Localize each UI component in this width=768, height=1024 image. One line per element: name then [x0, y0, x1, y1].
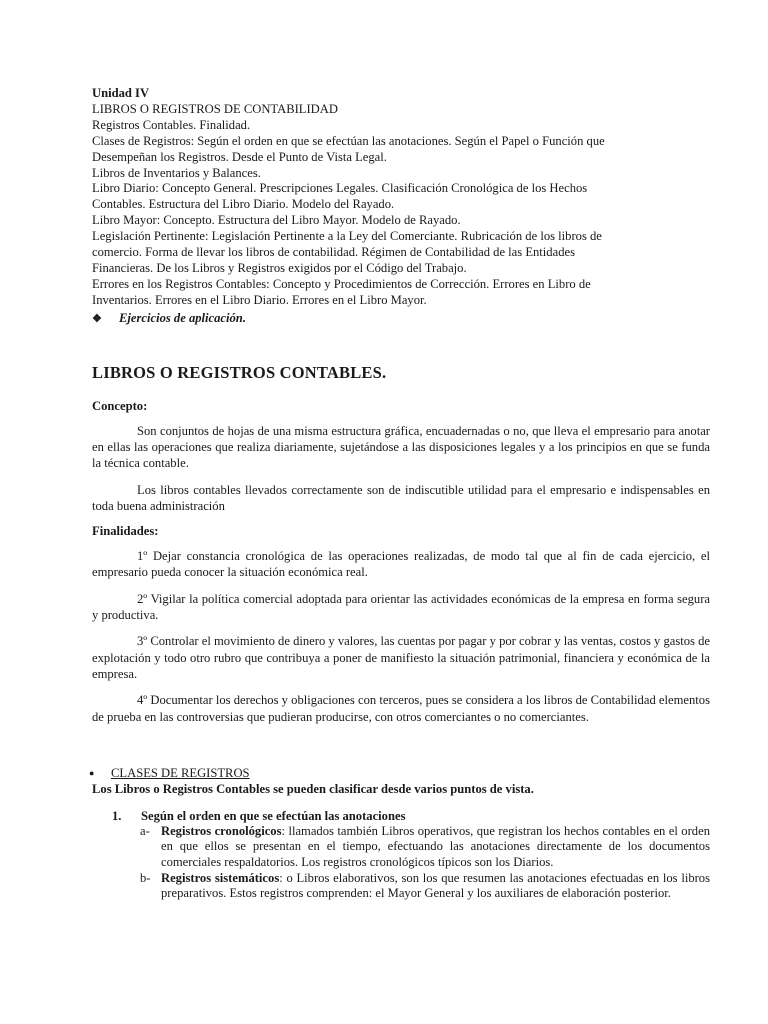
section-title: LIBROS O REGISTROS CONTABLES.	[92, 362, 387, 382]
document-page	[89, 86, 711, 902]
exercises-item	[92, 311, 710, 326]
unit-title: Unidad IV	[92, 86, 150, 100]
classes-title: CLASES DE REGISTROS	[111, 765, 250, 780]
outline-line: Inventarios. Errores en el Libro Diario. Errores en el Libro Mayor.	[92, 292, 427, 307]
finality-paragraph: 2º Vigilar la política comercial adoptada para orientar las actividades económicas de la empresa en forma segura y productiva.	[92, 591, 710, 623]
list-item-letter: b-	[140, 870, 151, 885]
finality-paragraph: 4º Documentar los derechos y obligaciones con terceros, pues se considera a los libros de Contabilidad elementos de prueba en las controversias que pudieran producirse, con otros comerciantes o no comerciantes.	[92, 693, 710, 724]
outline-line: Contables. Estructura del Libro Diario. Modelo del Rayado.	[92, 197, 395, 212]
concept-paragraph: Son conjuntos de hojas de una misma estructura gráfica, encuadernadas o no, que lleva el empresario para anotar en ellas las operaciones que realiza diariamente, sujetándose a las disposiciones legales y a los principios en que se funda la técnica contable.	[92, 423, 710, 471]
numbered-heading	[92, 808, 710, 824]
outline-line: Libro Diario: Concepto General. Prescripciones Legales. Clasificación Cronológica de los Hechos	[92, 181, 588, 196]
bullet-icon: ●	[89, 767, 95, 778]
finality-paragraph: 3º Controlar el movimiento de dinero y valores, las cuentas por pagar y por cobrar y las ventas, costos y gastos de explotación y todo otro rubro que contribuya a poner de manifiesto la situación patrimonial, financiera y económica de la empresa.	[92, 634, 710, 681]
list-item-text: : o Libros elaborativos, son los que resumen las anotaciones efectuadas en los libros preparativos. Estos registros comprenden: el Mayor General y los auxiliares de elaboración posterior.	[161, 870, 711, 901]
concept-heading: Concepto:	[92, 398, 148, 413]
concept-paragraph: Los libros contables llevados correctamente son de indiscutible utilidad para el empresario e indispensables en toda buena administración	[92, 482, 710, 513]
outline-line: Legislación Pertinente: Legislación Pertinente a la Ley del Comerciante. Rubricación de los libros de	[92, 229, 602, 244]
list-item-term: Registros sistemáticos	[161, 870, 280, 885]
outline-line: Libro Mayor: Concepto. Estructura del Libro Mayor. Modelo de Rayado.	[92, 213, 461, 228]
list-item-term: Registros cronológicos	[161, 823, 282, 838]
list-item	[92, 824, 710, 871]
list-item-text: : llamados también Libros operativos, que registran los hechos contables en el orden en que ellos se presentan en el tiempo, efectuando las anotaciones directamente de los documentos comerciales respaldatorios. Los registros cronológicos típicos son los Diarios.	[161, 823, 710, 870]
outline-line: comercio. Forma de llevar los libros de contabilidad. Régimen de Contabilidad de las Entidades	[92, 245, 575, 260]
unit-outline	[92, 86, 710, 309]
outline-line: LIBROS O REGISTROS DE CONTABILIDAD	[92, 101, 338, 116]
classes-intro: Los Libros o Registros Contables se pueden clasificar desde varios puntos de vista.	[92, 781, 534, 796]
classes-heading	[89, 765, 710, 781]
exercises-label: Ejercicios de aplicación.	[119, 310, 246, 325]
list-item-body	[161, 824, 710, 871]
outline-line: Registros Contables. Finalidad.	[92, 117, 251, 132]
outline-line: Financieras. De los Libros y Registros exigidos por el Código del Trabajo.	[92, 260, 467, 275]
list-item-letter: a-	[140, 823, 150, 838]
numbered-heading-number: 1.	[112, 808, 122, 823]
outline-line: Desempeñan los Registros. Desde el Punto de Vista Legal.	[92, 149, 387, 164]
list-item-body	[161, 871, 710, 902]
finalities-heading: Finalidades:	[92, 524, 159, 539]
numbered-heading-text: Según el orden en que se efectúan las anotaciones	[141, 808, 406, 823]
list-item	[92, 871, 710, 902]
outline-line: Clases de Registros: Según el orden en que se efectúan las anotaciones. Según el Papel o Función que	[92, 133, 605, 148]
outline-line: Errores en los Registros Contables: Concepto y Procedimientos de Corrección. Errores en Libro de	[92, 276, 591, 291]
diamond-bullet-icon: ❖	[92, 312, 102, 325]
finality-paragraph: 1º Dejar constancia cronológica de las operaciones realizadas, de modo tal que al fin de cada ejercicio, el empresario pueda conocer la situación económica real.	[92, 549, 710, 580]
outline-line: Libros de Inventarios y Balances.	[92, 165, 261, 180]
